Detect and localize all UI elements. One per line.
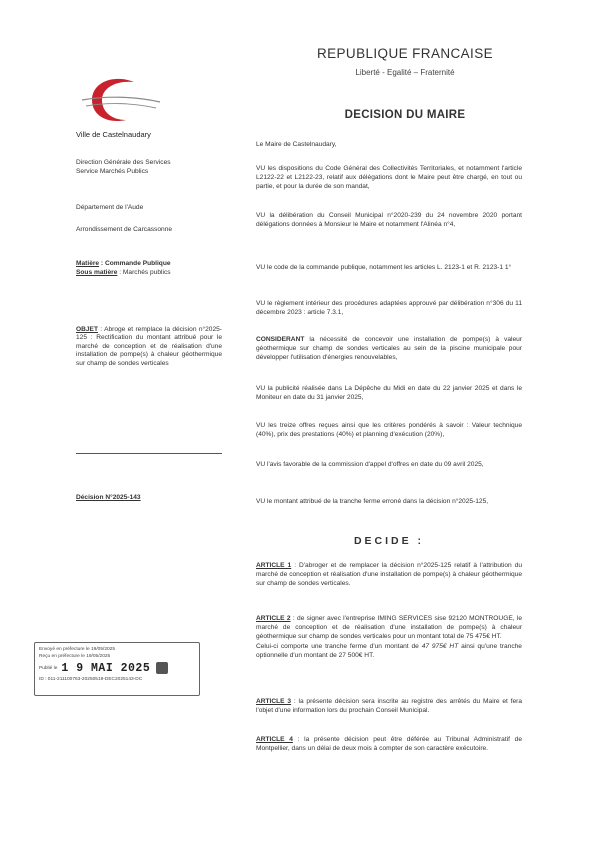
intro: Le Maire de Castelnaudary,: [256, 141, 337, 148]
article-2-amount-ferme: 47 975€ HT: [421, 642, 459, 650]
article-2-detail-a: Celui-ci comporte une tranche ferme d'un montant de: [256, 642, 422, 650]
departement: Département de l'Aude: [76, 204, 144, 211]
vu-offres: VU les treize offres reçues ainsi que les critères pondérés à savoir : Valeur technique (40%), prix des prestations (40%) et planning d'exécution (20%),: [256, 422, 522, 439]
vu-cgct: VU les dispositions du Code Général des Collectivités Territoriales, et notamment l'article L2122-22 et L2122-23, relatif aux délégations dont le Maire peut être chargé, en tout ou partie, et pour la durée de son mandat,: [256, 165, 522, 191]
article-1-text: : D'abroger et de remplacer la décision n°2025-125 relatif à l'attribution du marché de conception et réalisation d'une installation de pompe(s) à chaleur géothermique sur champ de sondes verticales.: [256, 562, 522, 588]
vu-deliberation: VU la délibération du Conseil Municipal n°2020-239 du 24 novembre 2020 portant délégations données à Monsieur le Maire et notamment l'Alinéa n°4,: [256, 212, 522, 229]
article-1: [256, 561, 522, 589]
sous-matiere-line: [76, 268, 171, 277]
stamp-published-label: Publié le: [39, 665, 58, 671]
article-2-text: : de signer avec l'entreprise IMING SERVICES sise 92120 MONTROUGE, le marché de conception et de réalisation d'une installation de pompe(s) à chaleur géothermique sur champ de sondes verticales pour un montant total de 75 475€ HT.: [256, 615, 523, 641]
header-republic-title: REPUBLIQUE FRANCAISE: [316, 46, 494, 61]
objet-block: [76, 326, 222, 368]
arrondissement: Arrondissement de Carcassonne: [76, 226, 173, 233]
article-3: [256, 697, 522, 715]
stamp-received-line: Reçu en préfecture le 19/05/2025: [39, 654, 111, 659]
vu-montant: VU le montant attribué de la tranche ferme erroné dans la décision n°2025-125,: [256, 498, 489, 505]
article-4-label: ARTICLE 4: [256, 736, 293, 743]
objet-label: OBJET: [76, 326, 98, 333]
prefecture-stamp: [34, 642, 200, 696]
article-2: [256, 614, 522, 660]
vu-avis: VU l'avis favorable de la commission d'appel d'offres en date du 09 avril 2025,: [256, 461, 484, 468]
header-motto: Liberté - Egalité – Fraternité: [355, 68, 455, 77]
stamp-seal-icon: [156, 662, 168, 674]
considerant: [256, 335, 522, 363]
vu-publicite: VU la publicité réalisée dans La Dépêche du Midi en date du 22 janvier 2025 et dans le Moniteur en date du 31 janvier 2025,: [256, 385, 522, 402]
direction-block: [76, 158, 171, 176]
vu-code-commande: VU le code de la commande publique, notamment les articles L. 2123-1 et R. 2123-1 1°: [256, 264, 512, 271]
direction-line: Direction Générale des Services: [76, 159, 171, 166]
decision-title: DECISION DU MAIRE: [344, 109, 466, 121]
article-3-label: ARTICLE 3: [256, 698, 292, 705]
article-2-detail: [256, 642, 522, 660]
city-name: Ville de Castelnaudary: [76, 130, 151, 139]
considerant-text: la nécessité de concevoir une installation de pompe(s) à valeur géothermique sur champ de sondes verticales au sein de la piscine municipale pour développer l'utilisation d'énergies renouvelables,: [256, 336, 522, 362]
article-4: [256, 735, 522, 753]
sous-matiere-label: Sous matière: [76, 269, 118, 276]
matiere-line: [76, 259, 171, 268]
article-2-label: ARTICLE 2: [256, 615, 291, 622]
vu-reglement: VU le règlement intérieur des procédures adaptées approuvé par délibération n°306 du 11 décembre 2023 : article 7.3.1,: [256, 300, 522, 317]
stamp-date: 1 9 MAI 2025: [61, 661, 151, 675]
stamp-id-line: ID : 011-211100763-20250519-DEC2025143-DC: [39, 677, 143, 682]
article-2-main: [256, 614, 522, 642]
castelnaudary-logo-icon: [74, 72, 164, 132]
stamp-published-line: [39, 660, 195, 676]
sidebar-divider: [76, 453, 222, 454]
objet-text: : Abroge et remplace la décision n°2025-125 : Rectification du montant attribué pour le marché de conception et de réalisation d'une installation de pompe(s) à chaleur géothermique sur champ de sondes verticales: [76, 326, 222, 367]
decide-heading: DECIDE :: [353, 535, 425, 547]
matiere-value: : Commande Publique: [99, 260, 171, 267]
article-4-text: : la présente décision peut être déférée au Tribunal Administratif de Montpellier, dans un délai de deux mois à compter de son caractère exécutoire.: [256, 736, 522, 753]
matiere-label: Matière: [76, 260, 100, 267]
decision-number-text: Décision N°2025-143: [76, 494, 141, 501]
stamp-sent-line: Envoyé en préfecture le 19/05/2025: [39, 647, 116, 652]
article-1-label: ARTICLE 1: [256, 562, 292, 569]
article-3-text: : la présente décision sera inscrite au registre des arrêtés du Maire et fera l'objet d'une information lors du prochain Conseil Municipal.: [256, 698, 522, 715]
service-line: Service Marchés Publics: [76, 168, 149, 175]
sous-matiere-value: : Marchés publics: [117, 269, 171, 276]
considerant-label: CONSIDERANT: [256, 336, 305, 343]
matiere-block: [76, 259, 171, 277]
decision-number: [76, 493, 141, 502]
article-2-detail-b: ainsi qu'une tranche optionnelle d'un montant de 27 500€ HT.: [256, 642, 522, 659]
